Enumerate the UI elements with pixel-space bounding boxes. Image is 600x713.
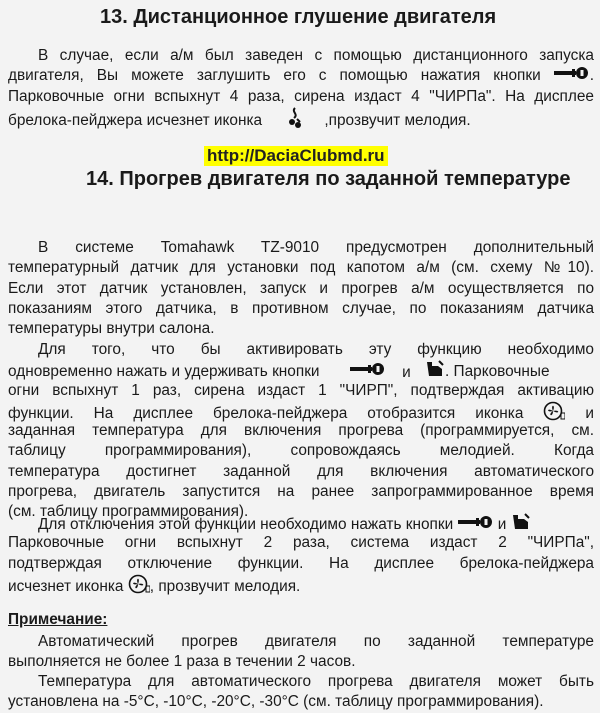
text-fragment: Для отключения этой функции необходимо нажать кнопки [38, 516, 454, 534]
text-line: температура достигнет заданной для включения автоматического [8, 462, 594, 480]
text-line: (см. таблицу программирования). [8, 503, 249, 521]
text-line: Если этот датчик установлен, запуск и прогрев а/м осуществляется по [8, 279, 594, 297]
text-line: температурный датчик для установки под капотом а/м (см. схему №10). [8, 259, 594, 277]
text-line: В случае, если а/м был заведен с помощью дистанционного запуска [38, 47, 594, 64]
note-paragraph-2 [8, 672, 594, 713]
key-lock-icon [350, 362, 386, 382]
text-fragment: двигателя, Вы можете заглушить его с помощью нажатия кнопки [8, 67, 541, 85]
text-fragment: функции. На дисплее брелока-пейджера отобразится иконка [8, 405, 524, 423]
watermark-link: http://DaciaClubmd.ru [204, 146, 388, 166]
section-14-paragraph-2 [8, 340, 594, 523]
section-14-paragraph-3 [8, 513, 594, 594]
text-fragment: и [402, 363, 411, 381]
text-fragment: и [497, 516, 507, 534]
text-line: Автоматический прогрев двигателя по заданной температуре [38, 633, 594, 650]
text-line: Парковочные огни вспыхнут 2 раза, система издаст 2 "ЧИРПа", [8, 534, 594, 552]
text-line: прогрева, двигатель запустится на ранее запрограммированное время [8, 483, 594, 501]
text-line [8, 107, 594, 130]
text-line: Парковочные огни вспыхнут 4 раза, сирена издаст 4 "ЧИРПа". На дисплее [8, 87, 594, 105]
text-line: Температура для автоматического прогрева двигателя может быть [38, 673, 594, 690]
text-fragment: , прозвучит мелодия. [149, 578, 301, 596]
section-13-title: 13. Дистанционное глушение двигателя [100, 6, 497, 28]
text-line: двигателя, Вы можете заглушить его с помощью нажатия кнопки . [8, 66, 594, 86]
text-line: таблицу программирования), сопровождаясь мелодией. Когда [8, 442, 594, 460]
section-14-title: 14. Прогрев двигателя по заданной температуре [86, 168, 571, 190]
text-line [8, 574, 594, 594]
text-line: подтверждая отключение функции. На дисплее брелока-пейджера [8, 554, 594, 572]
engine-running-icon [288, 107, 302, 135]
text-line: температуры внутри салона. [8, 320, 215, 338]
text-line: В системе Tomahawk TZ-9010 предусмотрен дополнительный [38, 239, 594, 256]
text-fragment: . Парковочные [444, 363, 550, 381]
text-fragment: ,прозвучит мелодия. [324, 112, 471, 130]
text-fragment: и [585, 405, 594, 423]
text-line: Для того, что бы активировать эту функцию необходимо [38, 341, 594, 358]
text-line: показаниям этого датчика, в противном случае, по показаниям датчика [8, 299, 594, 317]
text-line [8, 513, 594, 533]
text-line [8, 360, 594, 380]
text-line [8, 401, 594, 421]
key-lock-icon [458, 515, 494, 535]
section-13-paragraph [8, 46, 594, 130]
text-line: выполняется не более 1 раза в течении 2 часов. [8, 653, 356, 671]
fan-heater-icon [128, 574, 150, 600]
text-fragment: брелока-пейджера исчезнет иконка [8, 112, 263, 130]
section-14-paragraph-1 [8, 238, 594, 339]
text-line: заданная температура для включения прогрева (программируется, см. [8, 422, 594, 440]
text-fragment: исчезнет иконка [8, 578, 124, 596]
text-fragment: одновременно нажать и удерживать кнопки [8, 363, 320, 381]
key-lock-icon [554, 66, 590, 86]
note-title: Примечание: [8, 611, 108, 628]
note-paragraph-1 [8, 632, 594, 673]
text-line: огни вспыхнут 1 раз, сирена издаст 1 "ЧИРП", подтверждая активацию [8, 381, 594, 399]
text-line: установлена на -5°С, -10°С, -20°С, -30°С (см. таблицу программирования). [8, 693, 544, 711]
